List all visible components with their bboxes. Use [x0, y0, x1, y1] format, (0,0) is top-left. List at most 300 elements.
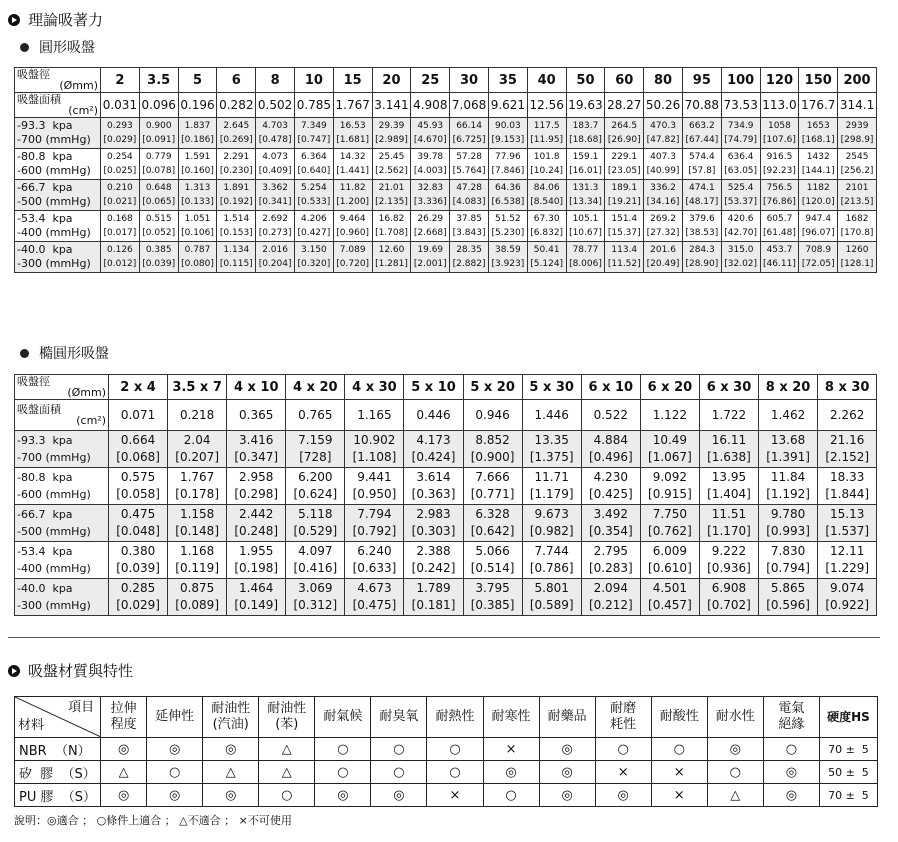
- force-cell: [699, 542, 758, 579]
- pressure-label-cell: [15, 505, 109, 542]
- pressure-mmhg: -300 (mmHg): [17, 599, 91, 612]
- force-cell: [799, 211, 838, 242]
- force-cell: [345, 505, 404, 542]
- area-cell: 0.365: [227, 400, 286, 431]
- force-cell: [411, 180, 450, 211]
- force-newton: 1.464: [239, 581, 274, 595]
- force-kgf: [0.596]: [766, 598, 810, 612]
- force-newton: 0.875: [179, 581, 215, 595]
- property-header-cell: [147, 697, 203, 738]
- force-cell: [699, 468, 758, 505]
- force-cell: [178, 242, 217, 273]
- force-newton: 7.666: [475, 470, 510, 484]
- force-newton: 470.3: [650, 121, 676, 131]
- force-newton: 734.9: [727, 121, 754, 131]
- force-kgf: [32.02]: [724, 259, 758, 269]
- property-header-line: 耐藥品: [547, 709, 587, 724]
- rating-cell: ◎: [101, 738, 147, 761]
- force-cell: [818, 542, 877, 579]
- rating-cell: ◎: [147, 784, 203, 807]
- force-cell: [294, 180, 333, 211]
- pressure-label-cell: [15, 579, 109, 616]
- force-cell: [372, 211, 411, 242]
- size-cell: 50: [566, 68, 605, 93]
- force-kgf: [28.90]: [685, 259, 719, 269]
- diameter-label: 吸盤徑: [17, 68, 50, 81]
- force-cell: [168, 431, 227, 468]
- force-cell: [522, 579, 581, 616]
- force-cell: [333, 242, 372, 273]
- force-newton: 284.3: [688, 245, 715, 255]
- force-kgf: [40.99]: [646, 166, 680, 176]
- rating-cell: ○: [315, 761, 371, 784]
- force-newton: 2.442: [239, 507, 274, 521]
- property-header-line: 拉伸: [110, 701, 137, 716]
- force-kgf: [0.025]: [103, 166, 137, 176]
- rating-cell: ○: [763, 738, 819, 761]
- force-cell: [644, 242, 683, 273]
- force-kgf: [42.70]: [724, 228, 758, 238]
- pressure-row: [15, 118, 877, 149]
- force-kgf: [8.006]: [569, 259, 602, 269]
- pressure-row: [15, 505, 877, 542]
- force-newton: 13.68: [770, 433, 806, 447]
- force-kgf: [0.514]: [470, 561, 515, 575]
- size-cell: 4 x 20: [286, 375, 345, 400]
- force-newton: 3.416: [239, 433, 274, 447]
- force-cell: [838, 180, 877, 211]
- size-cell: 6 x 30: [699, 375, 758, 400]
- rating-cell: 50 ± 5: [819, 761, 877, 784]
- pressure-kpa: -93.3 kpa: [17, 434, 73, 447]
- force-kgf: [3.843]: [452, 228, 486, 238]
- force-cell: [644, 211, 683, 242]
- force-newton: 15.13: [829, 507, 865, 521]
- material-row: [15, 761, 878, 784]
- force-cell: [178, 118, 217, 149]
- force-cell: [450, 149, 489, 180]
- force-kgf: [0.702]: [707, 598, 751, 612]
- force-cell: [101, 149, 140, 180]
- force-kgf: [0.192]: [219, 197, 253, 207]
- size-cell: 8: [256, 68, 295, 93]
- force-cell: [463, 431, 522, 468]
- force-cell: [411, 149, 450, 180]
- force-kgf: [0.149]: [234, 598, 279, 612]
- force-newton: 77.96: [494, 152, 521, 162]
- area-cell: 314.1: [838, 93, 877, 118]
- force-newton: 756.5: [766, 183, 793, 193]
- rating-cell: ×: [651, 761, 707, 784]
- force-cell: [488, 149, 527, 180]
- material-name-cell: 矽 膠 （S）: [15, 761, 101, 784]
- pressure-row: [15, 542, 877, 579]
- force-newton: 0.575: [120, 470, 156, 484]
- area-cell: 3.141: [372, 93, 411, 118]
- force-newton: 453.7: [766, 245, 793, 255]
- property-header-cell: [763, 697, 819, 738]
- force-cell: [759, 431, 818, 468]
- force-kgf: [0.068]: [116, 450, 160, 464]
- force-cell: [101, 180, 140, 211]
- force-cell: [721, 242, 760, 273]
- force-cell: [463, 468, 522, 505]
- force-cell: [699, 431, 758, 468]
- pressure-label-cell: [15, 468, 109, 505]
- force-cell: [139, 211, 178, 242]
- rating-cell: ○: [315, 738, 371, 761]
- force-kgf: [0.178]: [175, 487, 219, 501]
- force-newton: 10.49: [652, 433, 688, 447]
- force-newton: 379.6: [688, 214, 715, 224]
- force-newton: 2.692: [262, 214, 288, 224]
- round-bullet-icon: [20, 43, 29, 52]
- size-cell: 20: [372, 68, 411, 93]
- pressure-row: [15, 468, 877, 505]
- force-newton: 2.958: [239, 470, 274, 484]
- force-newton: 0.380: [120, 544, 156, 558]
- property-header-line: 耐寒性: [491, 709, 531, 724]
- rating-cell: 70 ± 5: [819, 738, 877, 761]
- force-newton: 947.4: [805, 214, 832, 224]
- force-cell: [566, 242, 605, 273]
- force-kgf: [0.242]: [411, 561, 456, 575]
- force-kgf: [0.017]: [103, 228, 137, 238]
- area-cell: 0.946: [463, 400, 522, 431]
- force-newton: 574.4: [688, 152, 715, 162]
- pressure-label-cell: [15, 242, 101, 273]
- legend-note: 說明：◎適合 ； ○條件上適合 ； △不適合 ； ×不可使用: [14, 814, 292, 827]
- area-cell: 1.122: [640, 400, 699, 431]
- force-newton: 636.4: [727, 152, 754, 162]
- material-name-cell: NBR （N）: [15, 738, 101, 761]
- force-cell: [682, 118, 721, 149]
- size-cell: 4 x 30: [345, 375, 404, 400]
- area-cell: 0.071: [109, 400, 168, 431]
- size-cell: 10: [294, 68, 333, 93]
- force-newton: 1.168: [179, 544, 215, 558]
- force-newton: 315.0: [727, 245, 754, 255]
- pressure-label-cell: [15, 149, 101, 180]
- force-kgf: [0.039]: [116, 561, 160, 575]
- material-properties-table: [14, 696, 878, 807]
- force-kgf: [0.181]: [411, 598, 456, 612]
- force-cell: [759, 468, 818, 505]
- force-newton: 113.4: [611, 245, 638, 255]
- force-newton: 201.6: [650, 245, 676, 255]
- force-cell: [463, 579, 522, 616]
- force-cell: [139, 149, 178, 180]
- force-kgf: [0.273]: [258, 228, 292, 238]
- subtitle-oval-cups: [16, 343, 109, 363]
- force-kgf: [1.170]: [707, 524, 751, 538]
- force-cell: [168, 579, 227, 616]
- size-cell: 6 x 20: [640, 375, 699, 400]
- force-cell: [605, 242, 644, 273]
- force-kgf: [5.230]: [491, 228, 525, 238]
- force-kgf: [0.186]: [181, 135, 214, 145]
- force-cell: [294, 118, 333, 149]
- force-kgf: [168.1]: [801, 135, 835, 145]
- pressure-kpa: -53.4 kpa: [17, 212, 73, 225]
- force-cell: [699, 505, 758, 542]
- force-cell: [682, 242, 721, 273]
- force-newton: 28.35: [456, 245, 482, 255]
- force-cell: [799, 180, 838, 211]
- force-cell: [640, 431, 699, 468]
- force-cell: [404, 505, 463, 542]
- force-newton: 6.009: [652, 544, 688, 558]
- force-kgf: [5.124]: [530, 259, 564, 269]
- area-cell: 0.096: [139, 93, 178, 118]
- area-cell: 1.462: [759, 400, 818, 431]
- force-newton: 105.1: [572, 214, 599, 224]
- force-kgf: [0.900]: [470, 450, 515, 464]
- force-newton: 0.787: [184, 245, 211, 255]
- force-newton: 26.29: [417, 214, 444, 224]
- force-kgf: [0.039]: [142, 259, 176, 269]
- force-cell: [256, 180, 295, 211]
- size-cell: 15: [333, 68, 372, 93]
- force-cell: [581, 579, 640, 616]
- property-header-cell: [203, 697, 259, 738]
- force-cell: [101, 242, 140, 273]
- area-cell: 0.031: [101, 93, 140, 118]
- diameter-unit: (Ømm): [67, 386, 106, 399]
- force-newton: 1.837: [184, 121, 211, 131]
- force-cell: [838, 149, 877, 180]
- force-cell: [404, 431, 463, 468]
- force-cell: [101, 211, 140, 242]
- force-cell: [488, 242, 527, 273]
- force-cell: [109, 579, 168, 616]
- force-newton: 14.32: [339, 152, 366, 162]
- force-newton: 1058: [767, 121, 791, 131]
- force-cell: [838, 211, 877, 242]
- force-newton: 1.514: [223, 214, 250, 224]
- force-cell: [286, 431, 345, 468]
- area-label-cell: [15, 93, 101, 118]
- property-header-line: 耐油性: [211, 701, 251, 716]
- force-kgf: [92.23]: [763, 166, 796, 176]
- force-newton: 11.82: [339, 183, 366, 193]
- size-cell: 6 x 10: [581, 375, 640, 400]
- force-kgf: [0.771]: [470, 487, 515, 501]
- force-kgf: [2.989]: [375, 135, 408, 145]
- force-kgf: [170.8]: [840, 228, 874, 238]
- force-newton: 57.28: [456, 152, 482, 162]
- force-newton: 5.865: [770, 581, 806, 595]
- force-newton: 38.59: [494, 245, 521, 255]
- property-header-cell: [315, 697, 371, 738]
- play-bullet-icon: [8, 14, 20, 26]
- force-newton: 19.69: [417, 245, 444, 255]
- force-kgf: [0.119]: [175, 561, 219, 575]
- force-kgf: [0.207]: [175, 450, 219, 464]
- force-cell: [566, 211, 605, 242]
- property-header-line: 耐水性: [715, 709, 755, 724]
- diameter-label: 吸盤徑: [17, 375, 50, 388]
- pressure-row: [15, 431, 877, 468]
- force-cell: [217, 118, 256, 149]
- force-newton: 3.069: [298, 581, 333, 595]
- pressure-kpa: -80.8 kpa: [17, 471, 73, 484]
- area-cell: 0.785: [294, 93, 333, 118]
- force-cell: [294, 149, 333, 180]
- force-newton: 11.51: [711, 507, 747, 521]
- force-cell: [522, 431, 581, 468]
- force-newton: 0.168: [107, 214, 133, 224]
- force-cell: [345, 431, 404, 468]
- pressure-label-cell: [15, 118, 101, 149]
- pressure-row: [15, 180, 877, 211]
- rating-cell: ◎: [101, 784, 147, 807]
- force-cell: [227, 468, 286, 505]
- force-kgf: [0.012]: [103, 259, 137, 269]
- property-header-cell: [483, 697, 539, 738]
- force-newton: 4.173: [416, 433, 451, 447]
- force-cell: [450, 242, 489, 273]
- rating-cell: ○: [427, 761, 483, 784]
- oval-cup-force-table: [14, 374, 877, 616]
- force-cell: [217, 242, 256, 273]
- force-kgf: [0.915]: [648, 487, 692, 501]
- force-kgf: [4.003]: [413, 166, 447, 176]
- force-newton: 336.2: [650, 183, 676, 193]
- area-cell: 4.908: [411, 93, 450, 118]
- force-kgf: [20.49]: [646, 259, 680, 269]
- force-newton: 4.230: [593, 470, 628, 484]
- rating-cell: ×: [483, 738, 539, 761]
- force-kgf: [47.82]: [646, 135, 680, 145]
- force-newton: 3.150: [301, 245, 327, 255]
- force-cell: [286, 579, 345, 616]
- force-kgf: [0.320]: [297, 259, 331, 269]
- material-header-row: [15, 697, 878, 738]
- pressure-kpa: -53.4 kpa: [17, 545, 73, 558]
- area-cell: 0.282: [217, 93, 256, 118]
- force-newton: 117.5: [533, 121, 560, 131]
- force-kgf: [107.6]: [763, 135, 796, 145]
- force-kgf: [1.229]: [825, 561, 870, 575]
- force-cell: [566, 180, 605, 211]
- force-newton: 2.983: [416, 507, 451, 521]
- force-kgf: [1.391]: [766, 450, 810, 464]
- force-kgf: [0.347]: [234, 450, 279, 464]
- pressure-mmhg: -700 (mmHg): [17, 133, 91, 146]
- force-newton: 2939: [845, 121, 869, 131]
- force-newton: 1.591: [184, 152, 211, 162]
- property-header-line: 電氣: [778, 701, 805, 716]
- force-kgf: [53.37]: [724, 197, 758, 207]
- force-cell: [721, 211, 760, 242]
- force-newton: 5.066: [475, 544, 510, 558]
- corner-item-label: 項目: [68, 700, 95, 715]
- force-cell: [759, 542, 818, 579]
- force-kgf: [0.021]: [103, 197, 137, 207]
- size-cell: 5 x 20: [463, 375, 522, 400]
- force-cell: [217, 180, 256, 211]
- area-cell: 28.27: [605, 93, 644, 118]
- size-cell: 35: [488, 68, 527, 93]
- property-header-line: (汽油): [212, 717, 249, 732]
- force-cell: [217, 211, 256, 242]
- force-newton: 420.6: [727, 214, 754, 224]
- pressure-kpa: -40.0 kpa: [17, 582, 73, 595]
- rating-cell: ◎: [539, 738, 595, 761]
- force-kgf: [0.198]: [234, 561, 279, 575]
- round-cup-force-table: [14, 67, 877, 273]
- force-cell: [404, 579, 463, 616]
- force-kgf: [144.1]: [801, 166, 835, 176]
- force-cell: [227, 505, 286, 542]
- force-kgf: [0.533]: [297, 197, 331, 207]
- force-cell: [372, 149, 411, 180]
- force-cell: [256, 149, 295, 180]
- size-cell: 8 x 30: [818, 375, 877, 400]
- force-cell: [333, 118, 372, 149]
- rating-cell: △: [203, 761, 259, 784]
- force-newton: 66.14: [456, 121, 482, 131]
- area-cell: 0.218: [168, 400, 227, 431]
- force-kgf: [0.416]: [293, 561, 338, 575]
- force-newton: 13.95: [711, 470, 747, 484]
- force-cell: [139, 180, 178, 211]
- force-kgf: [0.427]: [297, 228, 331, 238]
- force-cell: [799, 242, 838, 273]
- force-cell: [217, 149, 256, 180]
- force-kgf: [256.2]: [840, 166, 874, 176]
- force-cell: [799, 118, 838, 149]
- section-divider: [8, 637, 880, 638]
- force-cell: [682, 211, 721, 242]
- force-newton: 269.2: [650, 214, 676, 224]
- force-kgf: [0.153]: [219, 228, 253, 238]
- rating-cell: ◎: [595, 784, 651, 807]
- force-newton: 4.073: [262, 152, 288, 162]
- force-kgf: [0.478]: [258, 135, 292, 145]
- force-newton: 6.328: [475, 507, 510, 521]
- rating-cell: △: [259, 738, 315, 761]
- force-cell: [294, 242, 333, 273]
- force-kgf: [128.1]: [840, 259, 874, 269]
- force-cell: [721, 180, 760, 211]
- force-kgf: [213.5]: [840, 197, 874, 207]
- force-newton: 916.5: [766, 152, 793, 162]
- force-kgf: [15.37]: [607, 228, 641, 238]
- force-kgf: [0.424]: [411, 450, 456, 464]
- force-kgf: [0.922]: [825, 598, 870, 612]
- force-kgf: [2.562]: [375, 166, 408, 176]
- rating-cell: ○: [147, 761, 203, 784]
- rating-cell: ○: [707, 761, 763, 784]
- force-kgf: [0.230]: [219, 166, 253, 176]
- force-cell: [450, 180, 489, 211]
- force-cell: [581, 505, 640, 542]
- force-newton: 0.664: [120, 433, 156, 447]
- size-cell: 60: [605, 68, 644, 93]
- force-newton: 4.673: [357, 581, 392, 595]
- force-kgf: [8.540]: [530, 197, 564, 207]
- force-kgf: [5.764]: [452, 166, 486, 176]
- force-kgf: [1.200]: [336, 197, 370, 207]
- force-cell: [818, 431, 877, 468]
- force-kgf: [3.923]: [491, 259, 525, 269]
- force-newton: 4.206: [301, 214, 327, 224]
- force-kgf: [18.68]: [569, 135, 602, 145]
- force-cell: [404, 468, 463, 505]
- area-row: [15, 93, 877, 118]
